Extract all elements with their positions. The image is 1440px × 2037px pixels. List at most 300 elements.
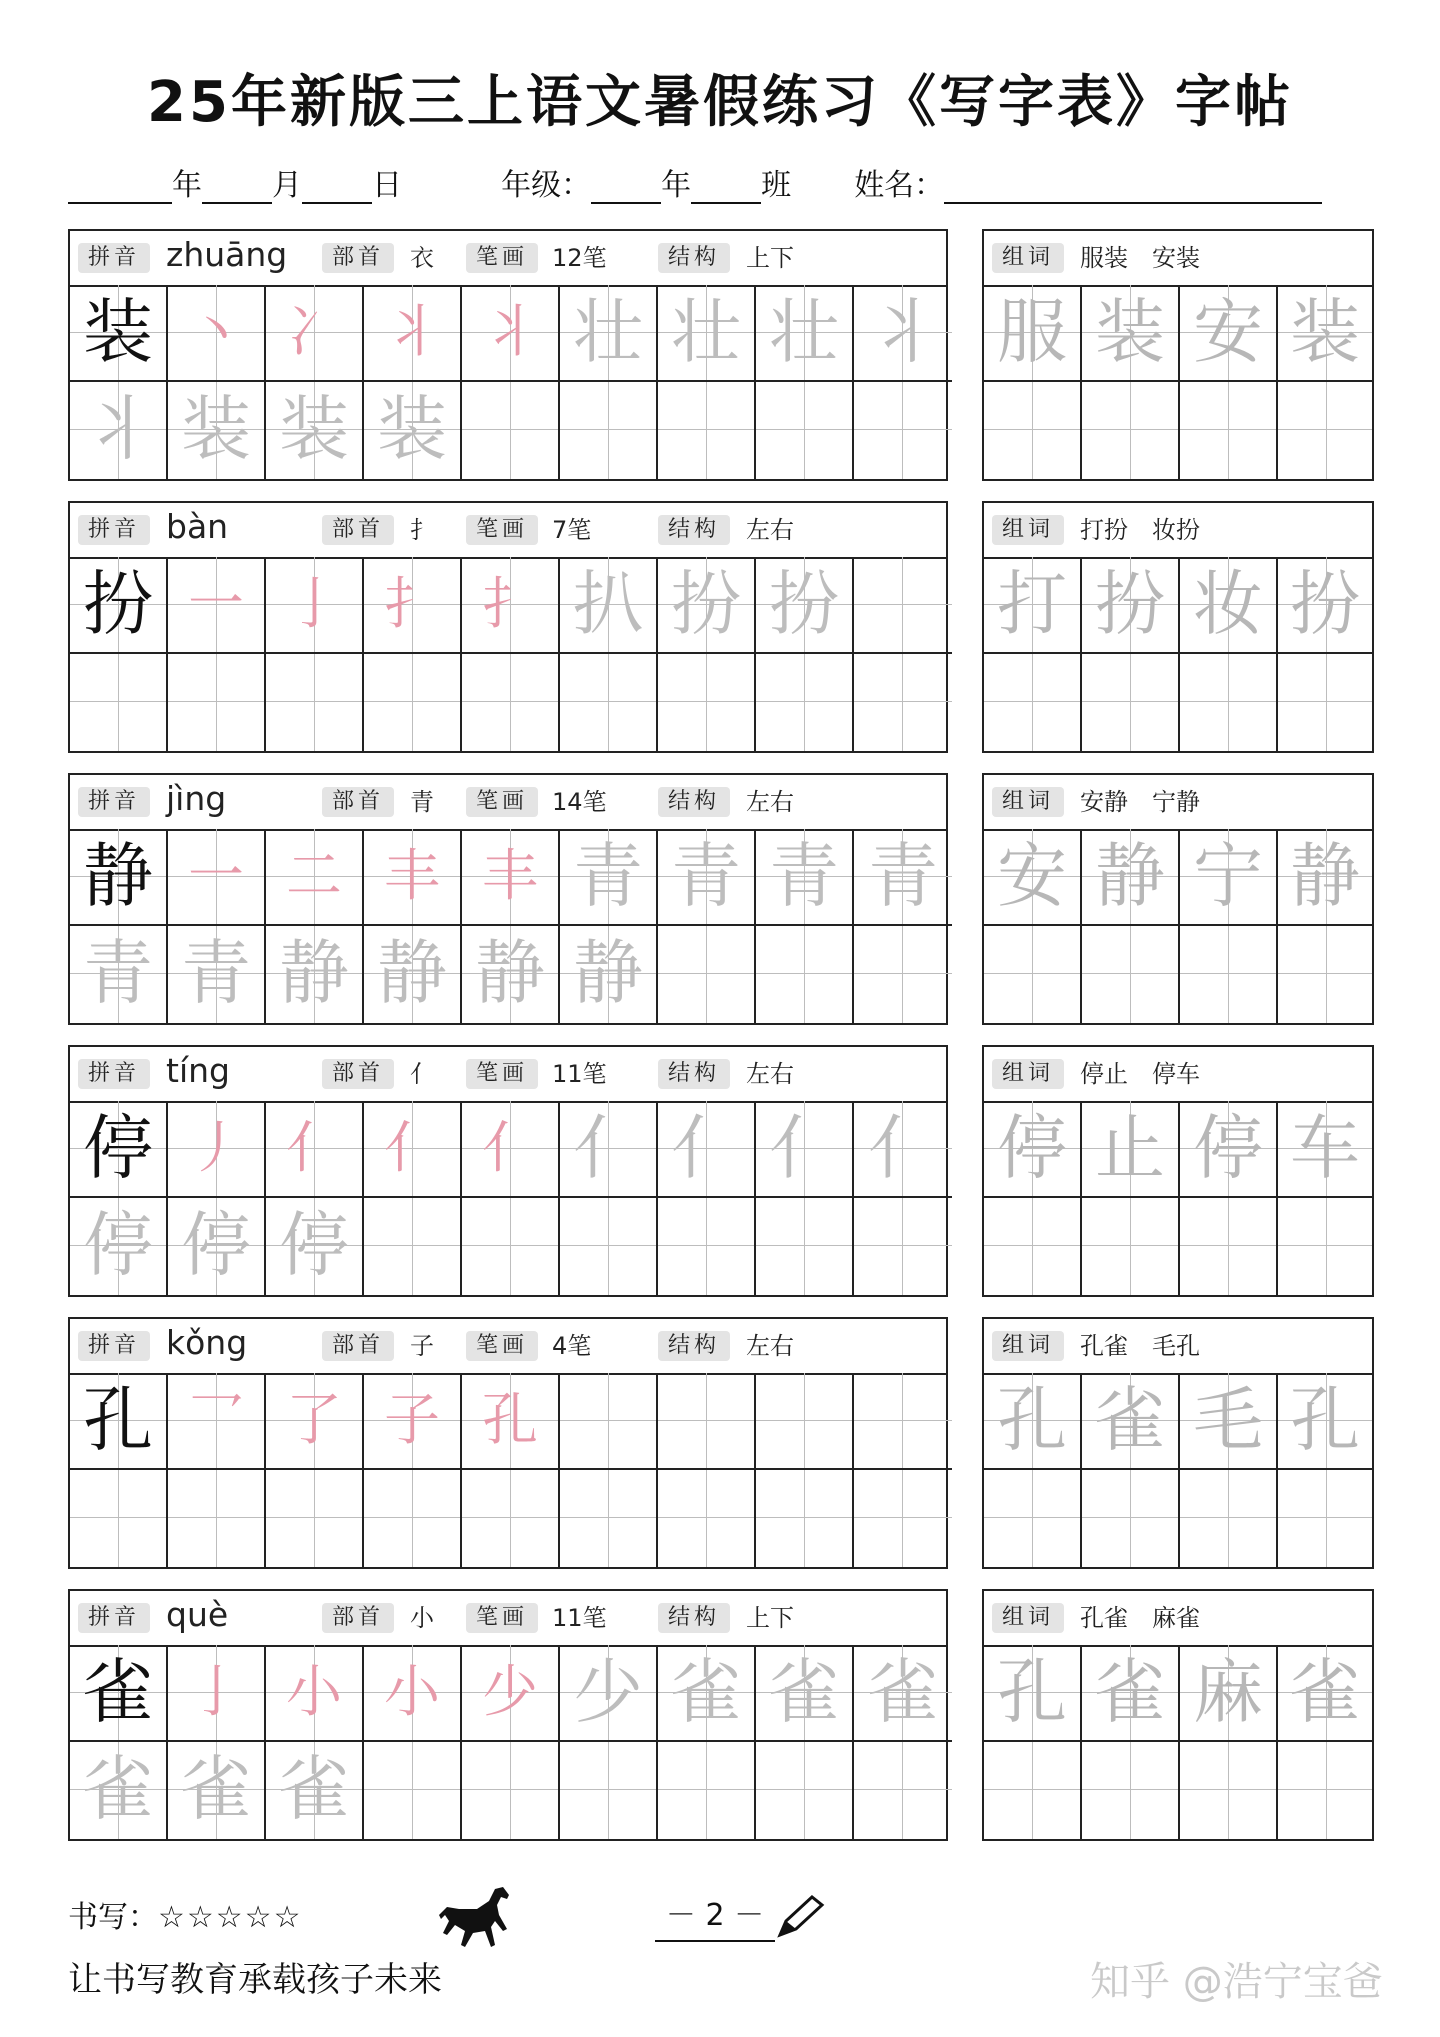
- stroke-step: 壮: [671, 291, 741, 373]
- writing-cell[interactable]: [854, 926, 952, 1023]
- writing-cell[interactable]: [462, 382, 560, 479]
- character-practice-block: [68, 229, 948, 481]
- writing-cell[interactable]: [658, 829, 756, 926]
- word-cell[interactable]: [1278, 1742, 1372, 1839]
- stroke-step: 一: [188, 844, 244, 909]
- word-cell[interactable]: [1278, 1198, 1372, 1295]
- date-day-label: 日: [372, 168, 402, 203]
- strokes-badge: 笔画: [466, 243, 538, 273]
- writing-cell[interactable]: [658, 285, 756, 382]
- writing-cell[interactable]: [266, 829, 364, 926]
- writing-cell[interactable]: [168, 1645, 266, 1742]
- student-info-line: [68, 160, 1368, 206]
- trace-character: 扮: [1095, 563, 1165, 645]
- words-value: 安静 宁静: [1080, 788, 1200, 816]
- pinyin-value: què: [166, 1595, 229, 1634]
- word-cell[interactable]: [984, 557, 1082, 654]
- word-cell[interactable]: [1278, 1470, 1372, 1567]
- stroke-step: 丰: [384, 844, 440, 909]
- writing-cell[interactable]: [364, 1373, 462, 1470]
- word-practice-block: [982, 229, 1374, 481]
- word-cell[interactable]: [1082, 1742, 1180, 1839]
- strokes-value: 7笔: [552, 516, 592, 544]
- stroke-step: 雀: [671, 1651, 741, 1733]
- writing-cell[interactable]: [658, 1470, 756, 1567]
- block-header: [70, 1047, 946, 1103]
- character-practice-block: [68, 773, 948, 1025]
- writing-cell[interactable]: [658, 1101, 756, 1198]
- words-value: 孔雀 毛孔: [1080, 1332, 1200, 1360]
- writing-cell[interactable]: [560, 1101, 658, 1198]
- writing-cell[interactable]: [658, 926, 756, 1023]
- word-cell[interactable]: [1180, 557, 1278, 654]
- structure-value: 左右: [746, 1060, 794, 1088]
- writing-cell[interactable]: [168, 1198, 266, 1295]
- word-cell[interactable]: [1082, 382, 1180, 479]
- stroke-step: 少: [573, 1651, 643, 1733]
- stroke-step: 静: [573, 932, 643, 1014]
- writing-cell[interactable]: [854, 1198, 952, 1295]
- writing-cell[interactable]: [266, 1470, 364, 1567]
- stroke-step: 停: [181, 1204, 251, 1286]
- stroke-step: 停: [83, 1204, 153, 1286]
- writing-cell[interactable]: [854, 285, 952, 382]
- radical-value: 小: [410, 1604, 434, 1632]
- writing-cell[interactable]: [756, 1101, 854, 1198]
- stroke-step: 扌: [384, 572, 440, 637]
- radical-badge: 部首: [322, 787, 394, 817]
- word-cell[interactable]: [984, 829, 1082, 926]
- trace-character: 服: [997, 291, 1067, 373]
- trace-character: 雀: [1290, 1651, 1360, 1733]
- strokes-value: 11笔: [552, 1060, 607, 1088]
- strokes-badge: 笔画: [466, 1603, 538, 1633]
- stroke-step: 二: [286, 844, 342, 909]
- writing-cell[interactable]: [266, 1742, 364, 1839]
- writing-cell[interactable]: [70, 382, 168, 479]
- writing-cell[interactable]: [658, 654, 756, 751]
- word-cell[interactable]: [984, 285, 1082, 382]
- word-cell[interactable]: [1082, 285, 1180, 382]
- strokes-badge: 笔画: [466, 1331, 538, 1361]
- pinyin-value: jìng: [166, 779, 227, 818]
- writing-cell[interactable]: [756, 1470, 854, 1567]
- structure-badge: 结构: [658, 787, 730, 817]
- page-title: 25年新版三上语文暑假练习《写字表》字帖: [147, 70, 1293, 135]
- writing-cell[interactable]: [266, 1645, 364, 1742]
- word-cell[interactable]: [1180, 926, 1278, 1023]
- word-cell[interactable]: [984, 382, 1082, 479]
- writing-cell[interactable]: [364, 654, 462, 751]
- writing-cell[interactable]: [560, 654, 658, 751]
- word-cell[interactable]: [984, 1645, 1082, 1742]
- trace-character: 停: [997, 1107, 1067, 1189]
- structure-badge: 结构: [658, 515, 730, 545]
- writing-cell[interactable]: [756, 1198, 854, 1295]
- pinyin-value: bàn: [166, 507, 229, 546]
- stroke-step: 丬: [83, 388, 153, 470]
- year-blank[interactable]: [68, 168, 172, 204]
- writing-cell[interactable]: [168, 1742, 266, 1839]
- writing-cell[interactable]: [560, 1198, 658, 1295]
- writing-cell[interactable]: [854, 557, 952, 654]
- writing-cell[interactable]: [364, 1101, 462, 1198]
- writing-cell[interactable]: [756, 557, 854, 654]
- writing-cell[interactable]: [168, 829, 266, 926]
- stroke-step: 亻: [769, 1107, 839, 1189]
- trace-character: 麻: [1193, 1651, 1263, 1733]
- writing-cell[interactable]: [364, 1198, 462, 1295]
- word-cell[interactable]: [1082, 1645, 1180, 1742]
- pinyin-value: tíng: [166, 1051, 230, 1090]
- write-label: 书写：: [68, 1900, 158, 1935]
- stroke-step: 乛: [188, 1388, 244, 1453]
- word-cell[interactable]: [984, 654, 1082, 751]
- month-blank[interactable]: [202, 168, 272, 204]
- word-practice-block: [982, 1045, 1374, 1297]
- writing-cell[interactable]: [462, 1470, 560, 1567]
- radical-badge: 部首: [322, 243, 394, 273]
- word-cell[interactable]: [1180, 1742, 1278, 1839]
- stroke-step: 少: [482, 1660, 538, 1725]
- words-badge: 组词: [992, 1059, 1064, 1089]
- writing-cell[interactable]: [756, 1373, 854, 1470]
- stroke-step: 子: [384, 1388, 440, 1453]
- writing-cell[interactable]: [462, 926, 560, 1023]
- writing-cell[interactable]: [560, 382, 658, 479]
- stroke-step: 青: [181, 932, 251, 1014]
- writing-cell[interactable]: [364, 1645, 462, 1742]
- writing-cell[interactable]: [854, 1645, 952, 1742]
- writing-cell[interactable]: [560, 1645, 658, 1742]
- writing-cell[interactable]: [364, 829, 462, 926]
- structure-badge: 结构: [658, 243, 730, 273]
- name-blank[interactable]: [944, 168, 1322, 204]
- trace-character: 装: [1290, 291, 1360, 373]
- character-practice-block: [68, 1317, 948, 1569]
- date-month-label: 月: [272, 168, 302, 203]
- stroke-step: 青: [868, 835, 938, 917]
- writing-cell[interactable]: [70, 926, 168, 1023]
- writing-cell[interactable]: [364, 1742, 462, 1839]
- stroke-step: 装: [377, 388, 447, 470]
- writing-cell[interactable]: [854, 1470, 952, 1567]
- writing-cell[interactable]: [756, 1645, 854, 1742]
- word-cell[interactable]: [1180, 1470, 1278, 1567]
- writing-cell[interactable]: [364, 926, 462, 1023]
- writing-cell[interactable]: [70, 557, 168, 654]
- stroke-step: 停: [279, 1204, 349, 1286]
- writing-cell[interactable]: [70, 654, 168, 751]
- pinyin-value: kǒng: [166, 1323, 248, 1362]
- writing-cell[interactable]: [266, 1198, 364, 1295]
- writing-cell[interactable]: [462, 285, 560, 382]
- word-practice-block: [982, 1317, 1374, 1569]
- writing-cell[interactable]: [462, 829, 560, 926]
- trace-character: 安: [1193, 291, 1263, 373]
- strokes-value: 4笔: [552, 1332, 592, 1360]
- writing-cell[interactable]: [70, 1198, 168, 1295]
- writing-cell[interactable]: [70, 1645, 168, 1742]
- writing-cell[interactable]: [70, 1373, 168, 1470]
- structure-value: 上下: [746, 1604, 794, 1632]
- word-practice-block: [982, 1589, 1374, 1841]
- trace-character: 静: [1290, 835, 1360, 917]
- word-cell[interactable]: [1278, 1101, 1372, 1198]
- writing-cell[interactable]: [266, 285, 364, 382]
- writing-cell[interactable]: [266, 654, 364, 751]
- writing-cell[interactable]: [756, 926, 854, 1023]
- writing-cell[interactable]: [854, 1373, 952, 1470]
- writing-cell[interactable]: [266, 1373, 364, 1470]
- stroke-step: 小: [286, 1660, 342, 1725]
- word-cell[interactable]: [984, 1470, 1082, 1567]
- word-header: [984, 1319, 1372, 1375]
- stroke-step: 雀: [181, 1748, 251, 1830]
- name-label: 姓名：: [854, 168, 945, 203]
- writing-cell[interactable]: [462, 654, 560, 751]
- stroke-step: 丬: [384, 300, 440, 365]
- stroke-step: 丬: [482, 300, 538, 365]
- stroke-step: 丶: [188, 300, 244, 365]
- trace-character: 止: [1095, 1107, 1165, 1189]
- words-badge: 组词: [992, 787, 1064, 817]
- writing-cell[interactable]: [658, 1373, 756, 1470]
- word-cell[interactable]: [1082, 926, 1180, 1023]
- word-cell[interactable]: [984, 1198, 1082, 1295]
- word-header: [984, 231, 1372, 287]
- writing-cell[interactable]: [266, 1101, 364, 1198]
- trace-character: 毛: [1193, 1379, 1263, 1461]
- stroke-step: 雀: [868, 1651, 938, 1733]
- word-cell[interactable]: [1082, 1373, 1180, 1470]
- stroke-step: 装: [181, 388, 251, 470]
- writing-cell[interactable]: [658, 1742, 756, 1839]
- writing-cell[interactable]: [560, 829, 658, 926]
- trace-character: 雀: [1095, 1651, 1165, 1733]
- strokes-value: 14笔: [552, 788, 607, 816]
- trace-character: 扮: [1290, 563, 1360, 645]
- stroke-step: 青: [573, 835, 643, 917]
- writing-cell[interactable]: [854, 654, 952, 751]
- strokes-badge: 笔画: [466, 515, 538, 545]
- word-cell[interactable]: [1278, 926, 1372, 1023]
- writing-cell[interactable]: [70, 285, 168, 382]
- stroke-step: 了: [286, 1388, 342, 1453]
- trace-character: 安: [997, 835, 1067, 917]
- stroke-step: 静: [279, 932, 349, 1014]
- word-header: [984, 775, 1372, 831]
- stroke-step: 亅: [188, 1660, 244, 1725]
- word-practice-block: [982, 773, 1374, 1025]
- writing-cell[interactable]: [168, 285, 266, 382]
- grade-label: 年级：: [501, 168, 592, 203]
- stroke-step: 亅: [286, 572, 342, 637]
- word-cell[interactable]: [1082, 1198, 1180, 1295]
- word-cell[interactable]: [984, 926, 1082, 1023]
- writing-cell[interactable]: [462, 1101, 560, 1198]
- radical-badge: 部首: [322, 515, 394, 545]
- radical-value: 子: [410, 1332, 434, 1360]
- writing-cell[interactable]: [560, 557, 658, 654]
- writing-cell[interactable]: [168, 654, 266, 751]
- grade-class-blank[interactable]: [691, 168, 761, 204]
- writing-cell[interactable]: [462, 557, 560, 654]
- writing-cell[interactable]: [168, 382, 266, 479]
- pinyin-badge: 拼音: [78, 1603, 150, 1633]
- words-value: 服装 安装: [1080, 244, 1200, 272]
- word-cell[interactable]: [1278, 557, 1372, 654]
- writing-cell[interactable]: [70, 1470, 168, 1567]
- writing-cell[interactable]: [364, 382, 462, 479]
- word-cell[interactable]: [1180, 654, 1278, 751]
- word-cell[interactable]: [1278, 829, 1372, 926]
- stroke-step: 扮: [671, 563, 741, 645]
- writing-cell[interactable]: [560, 1470, 658, 1567]
- writing-cell[interactable]: [854, 829, 952, 926]
- word-header: [984, 503, 1372, 559]
- strokes-value: 11笔: [552, 1604, 607, 1632]
- writing-rating: [68, 1892, 302, 1936]
- word-cell[interactable]: [984, 1742, 1082, 1839]
- word-cell[interactable]: [1180, 1373, 1278, 1470]
- writing-cell[interactable]: [462, 1645, 560, 1742]
- grade-year-blank[interactable]: [591, 168, 661, 204]
- writing-cell[interactable]: [658, 382, 756, 479]
- word-cell[interactable]: [1082, 829, 1180, 926]
- word-cell[interactable]: [1082, 1470, 1180, 1567]
- watermark: 知乎 @浩宁宝爸: [1090, 1959, 1383, 2005]
- word-cell[interactable]: [1082, 1101, 1180, 1198]
- trace-character: 孔: [997, 1379, 1067, 1461]
- writing-cell[interactable]: [462, 1198, 560, 1295]
- pen-icon: [776, 1895, 826, 1939]
- date-year-label: 年: [172, 168, 202, 203]
- words-badge: 组词: [992, 515, 1064, 545]
- writing-cell[interactable]: [560, 1373, 658, 1470]
- stroke-step: 青: [769, 835, 839, 917]
- writing-cell[interactable]: [462, 1742, 560, 1839]
- stroke-step: 亻: [868, 1107, 938, 1189]
- writing-cell[interactable]: [854, 1101, 952, 1198]
- writing-cell[interactable]: [168, 1373, 266, 1470]
- word-cell[interactable]: [1278, 654, 1372, 751]
- writing-cell[interactable]: [658, 1645, 756, 1742]
- writing-cell[interactable]: [364, 285, 462, 382]
- word-cell[interactable]: [1180, 285, 1278, 382]
- structure-value: 左右: [746, 788, 794, 816]
- pinyin-value: zhuāng: [166, 235, 288, 274]
- stroke-step: 亻: [286, 1116, 342, 1181]
- word-cell[interactable]: [984, 1373, 1082, 1470]
- writing-cell[interactable]: [756, 829, 854, 926]
- stroke-step: 青: [671, 835, 741, 917]
- model-character: 静: [83, 835, 153, 917]
- day-blank[interactable]: [302, 168, 372, 204]
- model-character: 孔: [83, 1379, 153, 1461]
- writing-cell[interactable]: [364, 557, 462, 654]
- structure-value: 左右: [746, 516, 794, 544]
- stroke-step: 扮: [769, 563, 839, 645]
- stroke-step: 孔: [482, 1388, 538, 1453]
- word-cell[interactable]: [1180, 382, 1278, 479]
- writing-cell[interactable]: [70, 1101, 168, 1198]
- block-header: [70, 1319, 946, 1375]
- words-value: 打扮 妆扮: [1080, 516, 1200, 544]
- word-cell[interactable]: [984, 1101, 1082, 1198]
- stroke-step: 亻: [671, 1107, 741, 1189]
- stroke-step: 丬: [868, 291, 938, 373]
- structure-badge: 结构: [658, 1603, 730, 1633]
- word-cell[interactable]: [1180, 1198, 1278, 1295]
- word-cell[interactable]: [1082, 557, 1180, 654]
- writing-cell[interactable]: [756, 1742, 854, 1839]
- word-cell[interactable]: [1180, 1101, 1278, 1198]
- writing-cell[interactable]: [168, 1470, 266, 1567]
- writing-cell[interactable]: [266, 557, 364, 654]
- stroke-step: 壮: [769, 291, 839, 373]
- writing-cell[interactable]: [756, 382, 854, 479]
- grade-year-label: 年: [661, 168, 692, 203]
- word-cell[interactable]: [1278, 1373, 1372, 1470]
- writing-cell[interactable]: [70, 829, 168, 926]
- stroke-step: 扌: [482, 572, 538, 637]
- stroke-step: 亻: [573, 1107, 643, 1189]
- writing-cell[interactable]: [854, 1742, 952, 1839]
- word-practice-block: [982, 501, 1374, 753]
- writing-cell[interactable]: [266, 382, 364, 479]
- writing-cell[interactable]: [756, 285, 854, 382]
- writing-cell[interactable]: [168, 557, 266, 654]
- writing-cell[interactable]: [560, 285, 658, 382]
- writing-cell[interactable]: [756, 654, 854, 751]
- writing-cell[interactable]: [364, 1470, 462, 1567]
- word-cell[interactable]: [1278, 382, 1372, 479]
- writing-cell[interactable]: [560, 926, 658, 1023]
- writing-cell[interactable]: [168, 926, 266, 1023]
- rating-stars[interactable]: ☆☆☆☆☆: [158, 1900, 303, 1935]
- pinyin-badge: 拼音: [78, 787, 150, 817]
- word-cell[interactable]: [1180, 829, 1278, 926]
- radical-badge: 部首: [322, 1603, 394, 1633]
- writing-cell[interactable]: [266, 926, 364, 1023]
- model-character: 雀: [83, 1651, 153, 1733]
- stroke-step: 冫: [286, 300, 342, 365]
- word-cell[interactable]: [1278, 1645, 1372, 1742]
- stroke-step: 扒: [573, 563, 643, 645]
- pinyin-badge: 拼音: [78, 1059, 150, 1089]
- stroke-step: 雀: [279, 1748, 349, 1830]
- block-header: [70, 503, 946, 559]
- word-cell[interactable]: [1278, 285, 1372, 382]
- stroke-step: 壮: [573, 291, 643, 373]
- block-header: [70, 775, 946, 831]
- character-practice-block: [68, 1589, 948, 1841]
- writing-cell[interactable]: [854, 382, 952, 479]
- writing-cell[interactable]: [70, 1742, 168, 1839]
- trace-character: 静: [1095, 835, 1165, 917]
- writing-cell[interactable]: [658, 557, 756, 654]
- structure-badge: 结构: [658, 1059, 730, 1089]
- stroke-step: 雀: [83, 1748, 153, 1830]
- word-cell[interactable]: [1082, 654, 1180, 751]
- writing-cell[interactable]: [560, 1742, 658, 1839]
- writing-cell[interactable]: [462, 1373, 560, 1470]
- writing-cell[interactable]: [658, 1198, 756, 1295]
- stroke-step: 亻: [482, 1116, 538, 1181]
- writing-cell[interactable]: [168, 1101, 266, 1198]
- word-cell[interactable]: [1180, 1645, 1278, 1742]
